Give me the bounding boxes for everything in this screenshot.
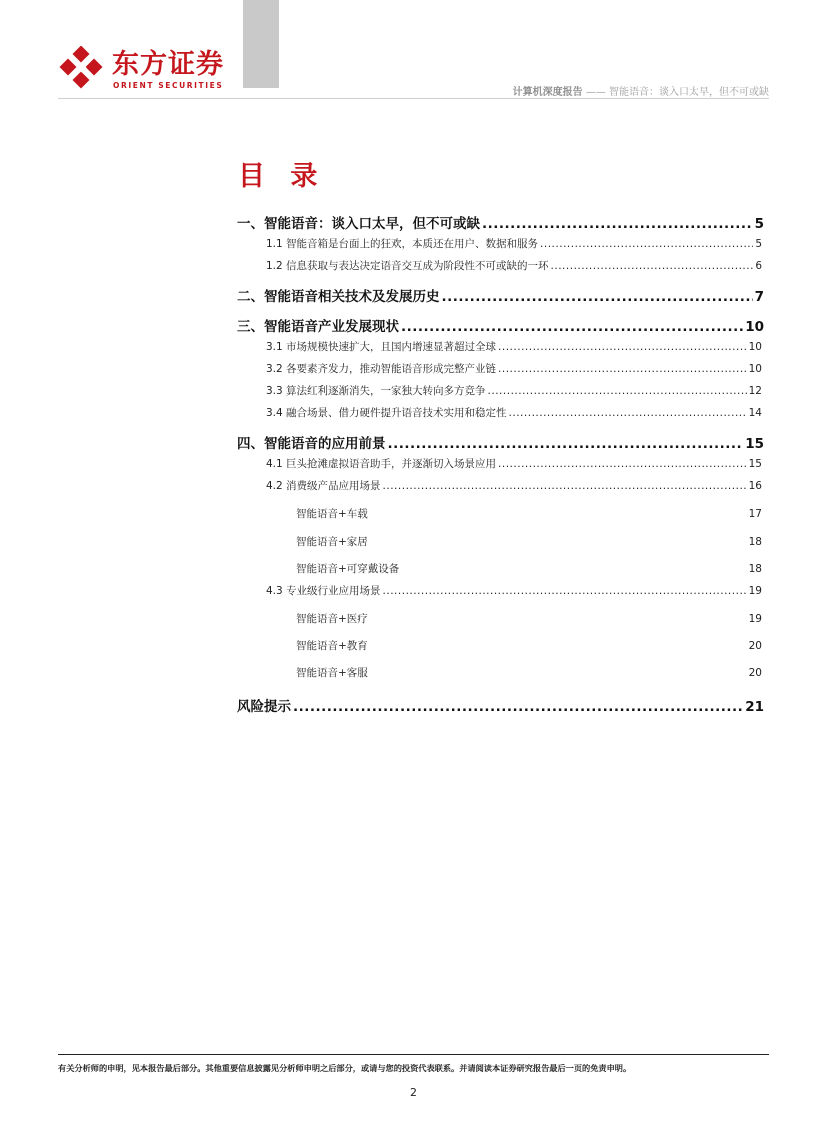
toc-leader-dots <box>498 458 747 470</box>
toc-leader-dots <box>388 436 744 452</box>
toc-entry-text: 智能语音+客服 <box>296 667 368 679</box>
toc-entry-text: 3.3 算法红利逐渐消失，一家独大转向多方竞争 <box>266 385 486 397</box>
toc-entry-section-3-1[interactable] <box>266 339 762 354</box>
toc-entry-text: 三、智能语音产业发展现状 <box>237 319 399 335</box>
company-logo <box>58 46 228 96</box>
toc-entry-text: 1.2 信息获取与表达决定语音交互成为阶段性不可或缺的一环 <box>266 260 549 272</box>
toc-entry-page: 21 <box>745 699 764 715</box>
toc-entry-page: 10 <box>745 319 764 335</box>
toc-entry-section-3-2[interactable] <box>266 361 762 376</box>
toc-leader-dots <box>498 363 747 375</box>
footer-disclaimer: 有关分析师的申明，见本报告最后部分。其他重要信息披露见分析师申明之后部分，或请与您的投资代表联系。并请阅读本证券研究报告最后一页的免责申明。 <box>58 1063 632 1073</box>
toc-leader-dots <box>488 385 747 397</box>
toc-leader-dots <box>401 319 743 335</box>
toc-leader-dots <box>498 341 747 353</box>
toc-entry-page: 18 <box>748 536 762 548</box>
orient-diamond-logo-icon <box>58 46 106 94</box>
toc-entry-page: 15 <box>748 458 762 470</box>
toc-entry-text: 1.1 智能音箱是台面上的狂欢，本质还在用户、数据和服务 <box>266 238 539 250</box>
toc-leader-dots <box>293 699 743 715</box>
toc-entry-text: 二、智能语音相关技术及发展历史 <box>237 289 440 305</box>
toc-leader-dots <box>482 216 753 232</box>
toc-entry-chapter-4[interactable] <box>237 432 764 452</box>
toc-entry-text: 3.4 融合场景、借力硬件提升语音技术实用和稳定性 <box>266 407 507 419</box>
report-header <box>513 83 769 98</box>
toc-entry-page: 5 <box>754 216 764 232</box>
toc-entry-section-1-2[interactable] <box>266 258 762 273</box>
logo-chinese-name: 东方证券 <box>112 49 224 80</box>
toc-leader-dots <box>442 289 753 305</box>
toc-entry-section-4-1[interactable] <box>266 456 762 471</box>
toc-entry-page: 17 <box>748 508 762 520</box>
toc-leader-dots <box>509 407 747 419</box>
toc-entry-text: 3.2 各要素齐发力，推动智能语音形成完整产业链 <box>266 363 497 375</box>
toc-entry-page: 20 <box>748 640 762 652</box>
header-divider <box>58 98 769 99</box>
toc-entry-text: 智能语音+车载 <box>296 508 368 520</box>
toc-entry-sub-vehicle[interactable] <box>296 506 762 521</box>
toc-leader-dots <box>540 238 753 250</box>
toc-entry-chapter-2[interactable] <box>237 285 764 305</box>
toc-leader-dots <box>551 260 754 272</box>
logo-english-name: ORIENT SECURITIES <box>113 81 224 90</box>
toc-entry-text: 智能语音+家居 <box>296 536 368 548</box>
toc-entry-page: 16 <box>748 480 762 492</box>
toc-entry-text: 4.1 巨头抢滩虚拟语音助手，并逐渐切入场景应用 <box>266 458 497 470</box>
toc-entry-chapter-1[interactable] <box>237 212 764 232</box>
toc-entry-text: 智能语音+可穿戴设备 <box>296 563 400 575</box>
toc-entry-sub-wearable[interactable] <box>296 561 762 576</box>
footer-divider <box>58 1054 769 1055</box>
toc-entry-page: 10 <box>748 363 762 375</box>
toc-entry-page: 7 <box>754 289 764 305</box>
toc-entry-page: 12 <box>748 385 762 397</box>
report-title: 智能语音：谈入口太早，但不可或缺 <box>609 87 769 98</box>
toc-entry-page: 6 <box>755 260 762 272</box>
toc-entry-section-4-2[interactable] <box>266 478 762 493</box>
toc-entry-page: 10 <box>748 341 762 353</box>
toc-entry-text: 四、智能语音的应用前景 <box>237 436 386 452</box>
toc-entry-section-1-1[interactable] <box>266 236 762 251</box>
toc-leader-dots <box>383 585 747 597</box>
toc-entry-section-3-4[interactable] <box>266 405 762 420</box>
toc-entry-risk-warning[interactable] <box>237 695 764 715</box>
toc-entry-page: 20 <box>748 667 762 679</box>
header-separator: —— <box>585 87 606 98</box>
report-type: 计算机深度报告 <box>512 87 583 98</box>
toc-entry-page: 15 <box>745 436 764 452</box>
toc-entry-text: 一、智能语音：谈入口太早，但不可或缺 <box>237 216 480 232</box>
page-number: 2 <box>410 1086 417 1099</box>
toc-entry-section-3-3[interactable] <box>266 383 762 398</box>
toc-entry-text: 智能语音+教育 <box>296 640 368 652</box>
toc-entry-chapter-3[interactable] <box>237 315 764 335</box>
toc-entry-page: 19 <box>748 613 762 625</box>
toc-entry-page: 5 <box>755 238 762 250</box>
toc-entry-sub-medical[interactable] <box>296 611 762 626</box>
toc-entry-sub-customer-service[interactable] <box>296 665 762 680</box>
toc-entry-text: 智能语音+医疗 <box>296 613 368 625</box>
toc-title: 目 录 <box>238 161 326 192</box>
toc-entry-page: 18 <box>748 563 762 575</box>
toc-entry-sub-home[interactable] <box>296 534 762 549</box>
toc-entry-text: 风险提示 <box>237 699 291 715</box>
toc-entry-section-4-3[interactable] <box>266 583 762 598</box>
toc-entry-sub-education[interactable] <box>296 638 762 653</box>
toc-entry-text: 3.1 市场规模快速扩大，且国内增速显著超过全球 <box>266 341 497 353</box>
header-gray-block <box>243 0 279 88</box>
toc-entry-page: 19 <box>748 585 762 597</box>
toc-leader-dots <box>383 480 747 492</box>
toc-entry-text: 4.2 消费级产品应用场景 <box>266 480 381 492</box>
toc-entry-text: 4.3 专业级行业应用场景 <box>266 585 381 597</box>
toc-entry-page: 14 <box>748 407 762 419</box>
